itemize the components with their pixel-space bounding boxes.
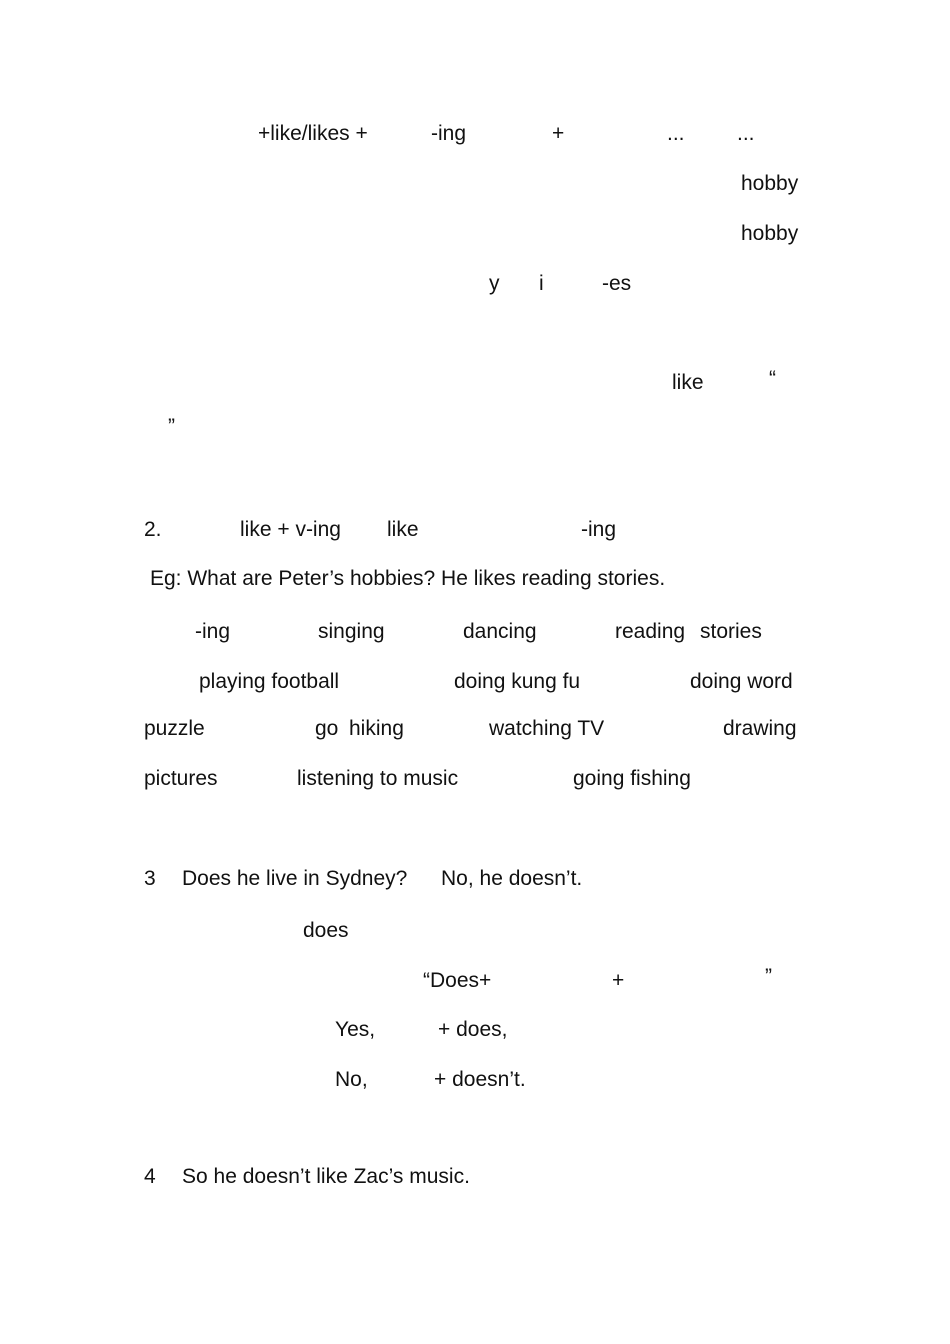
- answer-sentence: No, he doesn’t.: [441, 867, 583, 890]
- yes-answer: Yes,: [335, 1018, 376, 1041]
- open-quote: “: [769, 367, 776, 390]
- section-number: 3: [144, 867, 156, 890]
- word-item: go: [315, 717, 339, 740]
- word-item: hiking: [349, 717, 404, 740]
- close-quote: ”: [765, 965, 772, 988]
- like-likes-formula: +like/likes +: [258, 122, 368, 145]
- plus-doesnt: + doesn’t.: [434, 1068, 526, 1091]
- like-word: like: [672, 371, 704, 394]
- word-item: doing kung fu: [454, 670, 581, 693]
- word-item: stories: [700, 620, 762, 643]
- word-item: doing word: [690, 670, 793, 693]
- word-item: listening to music: [297, 767, 459, 790]
- example-sentence: Eg: What are Peter’s hobbies? He likes reading stories.: [150, 567, 666, 590]
- ing-label: -ing: [195, 620, 231, 643]
- like-ving-formula: like + v-ing: [240, 518, 341, 541]
- hobby-word: hobby: [741, 222, 799, 245]
- word-item: pictures: [144, 767, 218, 790]
- word-item: puzzle: [144, 717, 205, 740]
- word-item: watching TV: [489, 717, 605, 740]
- word-item: singing: [318, 620, 385, 643]
- does-word: does: [303, 919, 349, 942]
- section-number: 4: [144, 1165, 156, 1188]
- section-number: 2.: [144, 518, 162, 541]
- ellipsis: ...: [667, 122, 685, 145]
- letter-i: i: [539, 272, 544, 295]
- letter-y: y: [489, 272, 500, 295]
- word-item: drawing: [723, 717, 797, 740]
- question-sentence: Does he live in Sydney?: [182, 867, 408, 890]
- ing-suffix: -ing: [581, 518, 617, 541]
- plus-does: + does,: [438, 1018, 508, 1041]
- word-item: going fishing: [573, 767, 691, 790]
- like-word: like: [387, 518, 419, 541]
- close-quote: ”: [168, 415, 175, 438]
- plus-sign: +: [552, 122, 565, 145]
- example-sentence: So he doesn’t like Zac’s music.: [182, 1165, 470, 1188]
- plus-sign: +: [612, 969, 625, 992]
- ing-suffix: -ing: [431, 122, 467, 145]
- word-item: dancing: [463, 620, 537, 643]
- hobby-word: hobby: [741, 172, 799, 195]
- ellipsis: ...: [737, 122, 755, 145]
- word-item: playing football: [199, 670, 340, 693]
- word-item: reading: [615, 620, 686, 643]
- es-suffix: -es: [602, 272, 632, 295]
- does-formula: “Does+: [423, 969, 492, 992]
- no-answer: No,: [335, 1068, 368, 1091]
